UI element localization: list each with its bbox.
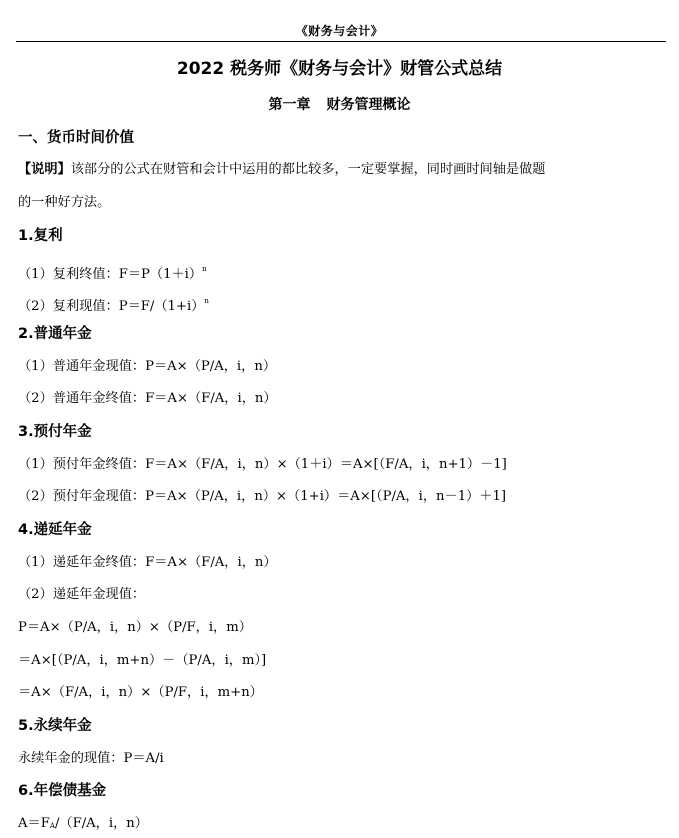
chapter-heading: [0, 95, 679, 115]
subheading-perpetuity: 5.永续年金: [18, 718, 92, 734]
prepaid-annuity-fv: （1）预付年金终值：F＝A×（F/A，i，n）×（1＋i）＝A×[（F/A，i，n+1）－1]: [18, 457, 507, 472]
formula-text: /（F/A，i，n）: [54, 816, 148, 831]
chapter-number: 第一章: [268, 97, 311, 113]
deferred-annuity-fv: （1）递延年金终值：F＝A×（F/A，i，n）: [18, 555, 277, 570]
note-text-1: 该部分的公式在财管和会计中运用的都比较多，一定要掌握，同时画时间轴是做题: [70, 162, 546, 177]
sinking-fund-formula: [18, 814, 148, 836]
subscript: A: [49, 822, 55, 830]
note-line-1: [18, 160, 546, 180]
exponent: n: [204, 297, 209, 305]
note-line-2: 的一种好方法。: [18, 195, 111, 210]
exponent: n: [202, 265, 207, 273]
subheading-ordinary-annuity: 2.普通年金: [18, 326, 92, 342]
document-title: 2022 税务师《财务与会计》财管公式总结: [176, 59, 503, 79]
chapter-name: 财务管理概论: [326, 97, 411, 113]
subheading-prepaid-annuity: 3.预付年金: [18, 424, 92, 440]
deferred-annuity-pv-formula-1: P＝A×（P/A，i，n）×（P/F，i，m）: [18, 620, 252, 635]
deferred-annuity-pv-formula-2: ＝A×[（P/A，i，m+n）－（P/A，i，m）]: [18, 653, 267, 668]
subheading-compound: 1.复利: [18, 228, 63, 244]
formula-text: A＝F: [18, 816, 50, 831]
deferred-annuity-pv-label: （2）递延年金现值：: [18, 587, 146, 602]
ordinary-annuity-pv: （1）普通年金现值：P＝A×（P/A，i，n）: [18, 359, 277, 374]
deferred-annuity-pv-formula-3: ＝A×（F/A，i，n）×（P/F，i，m+n）: [18, 685, 263, 700]
formula-text: （2）复利现值：P＝F/（1+i）: [18, 299, 205, 314]
header-rule: [16, 41, 666, 42]
perpetuity-pv: 永续年金的现值：P＝A/i: [18, 751, 164, 766]
compound-present-value: [18, 291, 209, 317]
subheading-deferred-annuity: 4.递延年金: [18, 522, 92, 538]
prepaid-annuity-pv: （2）预付年金现值：P＝A×（P/A，i，n）×（1+i）＝A×[（P/A，i，n－1）＋1]: [18, 489, 506, 504]
subheading-sinking-fund: 6.年偿债基金: [18, 783, 107, 799]
note-bracket-label: 【说明】: [18, 162, 71, 177]
ordinary-annuity-fv: （2）普通年金终值：F＝A×（F/A，i，n）: [18, 391, 277, 406]
formula-text: （1）复利终值：F＝P（1＋i）: [18, 267, 203, 282]
compound-future-value: [18, 259, 207, 285]
running-header: 《财务与会计》: [295, 24, 384, 38]
section-heading: 一、货币时间价值: [18, 130, 134, 146]
